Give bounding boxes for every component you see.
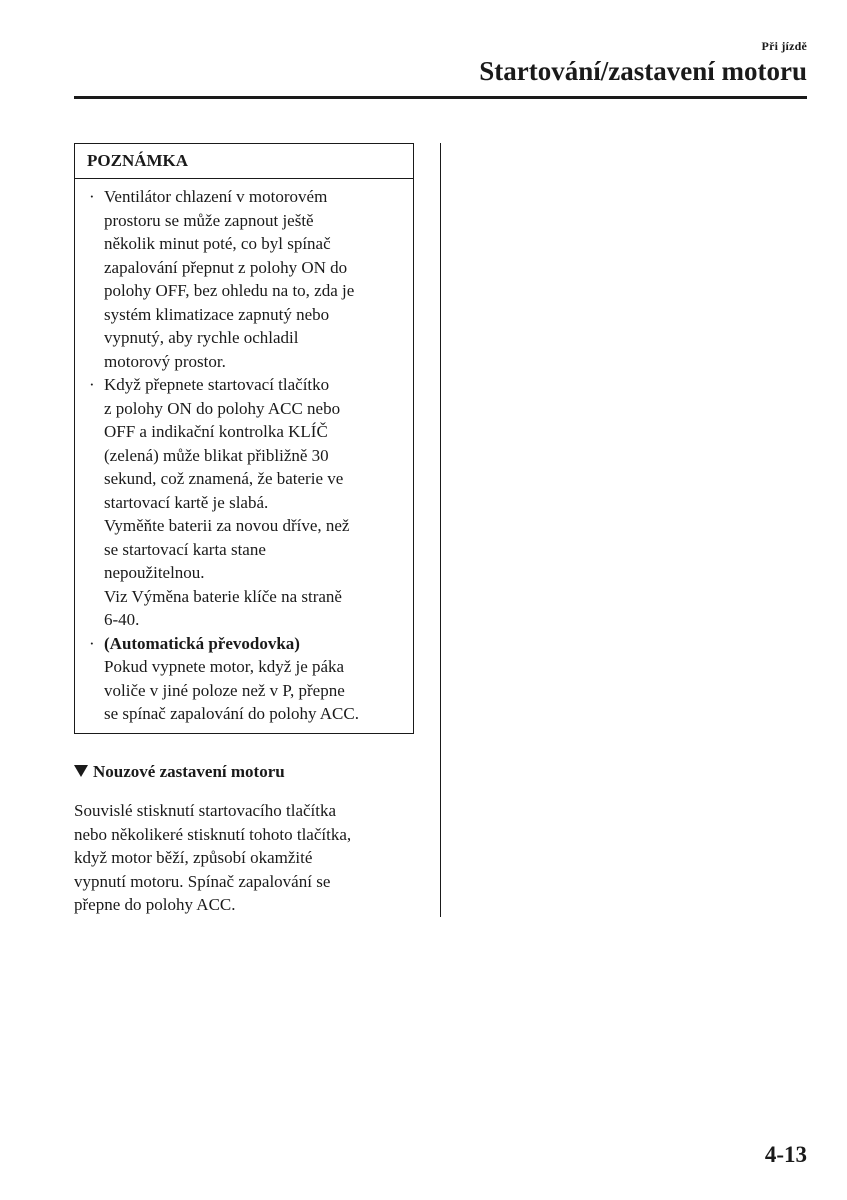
- note-body: [75, 179, 413, 726]
- note-line: se startovací karta stane: [104, 539, 266, 559]
- note-box: [74, 143, 414, 734]
- page-number: 4-13: [764, 1142, 807, 1167]
- note-line: Pokud vypnete motor, když je páka: [104, 657, 345, 676]
- triangle-down-icon: [74, 765, 88, 777]
- note-subheading: (Automatická převodovka): [104, 633, 300, 653]
- note-line: sekund, což znamená, že baterie ve: [104, 469, 344, 488]
- section-label: Při jízdě: [761, 39, 807, 53]
- bullet-icon: ·: [89, 633, 95, 653]
- note-line: systém klimatizace zapnutý nebo: [104, 304, 330, 324]
- note-line: zapalování přepnut z polohy ON do: [104, 257, 348, 277]
- page-title: Startování/zastavení motoru: [479, 56, 807, 86]
- paragraph-line: nebo několikeré stisknutí tohoto tlačítka,: [74, 824, 352, 844]
- note-line: 6-40.: [104, 610, 140, 629]
- emergency-heading-text: Nouzové zastavení motoru: [93, 762, 285, 781]
- bullet-icon: ·: [89, 187, 95, 206]
- note-line: vypnutý, aby rychle ochladil: [104, 328, 299, 347]
- note-line: se spínač zapalování do polohy ACC.: [104, 704, 359, 723]
- bullet-icon: ·: [89, 375, 95, 394]
- note-line: voliče v jiné poloze než v P, přepne: [104, 680, 345, 700]
- paragraph-line: přepne do polohy ACC.: [74, 895, 236, 914]
- note-heading: POZNÁMKA: [75, 144, 413, 179]
- note-line: Viz Výměna baterie klíče na straně: [104, 586, 342, 606]
- note-line: OFF a indikační kontrolka KLÍČ: [104, 422, 328, 441]
- note-line: z polohy ON do polohy ACC nebo: [104, 398, 341, 418]
- note-line: startovací kartě je slabá.: [104, 492, 269, 512]
- note-line: Ventilátor chlazení v motorovém: [104, 187, 328, 206]
- note-line: nepoužitelnou.: [104, 563, 205, 582]
- paragraph-line: když motor běží, způsobí okamžité: [74, 848, 313, 867]
- note-line: (zelená) může blikat přibližně 30: [104, 445, 329, 465]
- column-divider: [440, 143, 441, 917]
- note-line: prostoru se může zapnout ještě: [104, 210, 314, 230]
- note-line: Když přepnete startovací tlačítko: [104, 375, 330, 394]
- emergency-stop-paragraph: [74, 799, 351, 917]
- note-item-key-battery: [89, 373, 403, 632]
- note-line: polohy OFF, bez ohledu na to, zda je: [104, 281, 355, 300]
- note-line: Vyměňte baterii za novou dříve, než: [104, 516, 350, 535]
- emergency-stop-heading: [74, 762, 285, 782]
- paragraph-line: Souvislé stisknutí startovacího tlačítka: [74, 801, 337, 820]
- note-item-automatic-transmission: [89, 632, 403, 726]
- title-rule: [74, 96, 807, 99]
- note-line: motorový prostor.: [104, 351, 226, 371]
- note-line: několik minut poté, co byl spínač: [104, 234, 331, 253]
- paragraph-line: vypnutí motoru. Spínač zapalování se: [74, 871, 331, 891]
- note-item-cooling-fan: [89, 185, 403, 373]
